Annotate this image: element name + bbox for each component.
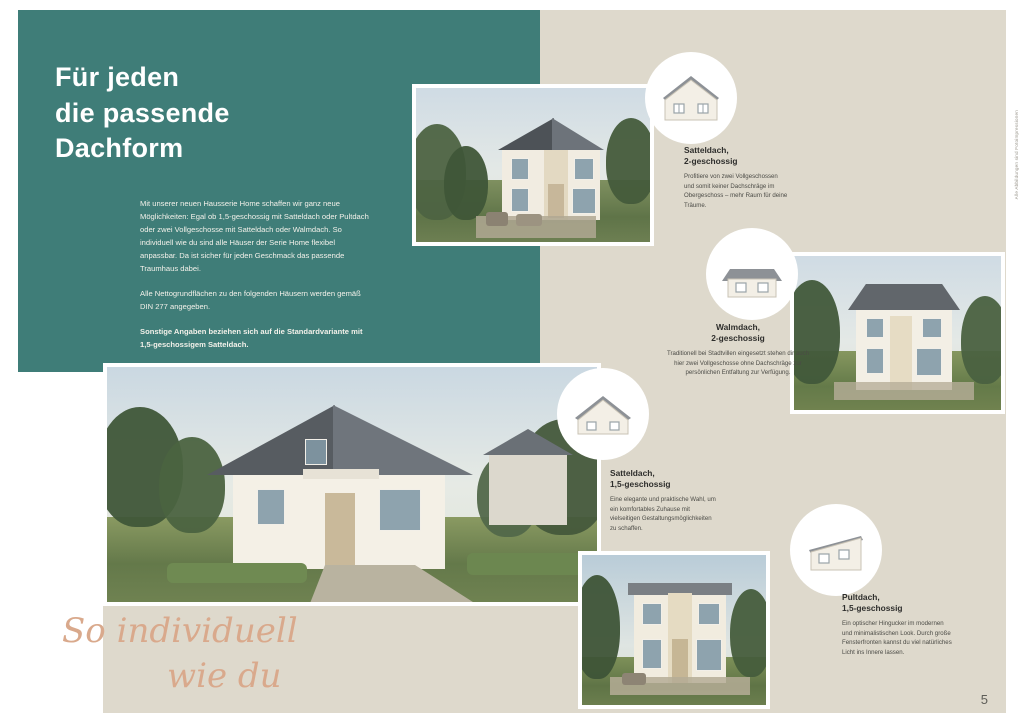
caption-title-line-1: Pultdach, [842,592,880,602]
hip-roof [848,284,960,310]
photo-satteldach-2 [412,84,654,246]
window [379,489,421,531]
photo-satteldach-15 [103,363,601,606]
caption-satteldach-15 [610,468,718,534]
intro-paragraph-2: Alle Nettogrundflächen zu den folgenden Häusern werden gemäß DIN 277 angegeben. [140,289,361,312]
tree-shape [961,296,1005,384]
caption-title [610,468,718,491]
tree-shape [606,118,654,204]
tree-shape [578,575,620,679]
caption-pultdach-15 [842,592,954,658]
tree-shape [159,437,225,533]
window [572,188,596,214]
house-gable-roof-icon [571,388,635,440]
window [866,318,884,338]
house-facade-accent [890,316,912,390]
caption-description: Ein optischer Hingucker im modernen und minimalistischen Look. Durch große Fensterfronten kannst du viel natürliches Licht ins Innere lassen. [842,619,952,657]
window [574,158,594,180]
window [916,348,942,376]
icon-circle-satteldach-15 [557,368,649,460]
window [698,603,720,625]
window [511,158,529,180]
caption-title [842,592,954,615]
caption-title-line-2: 2-geschossig [711,333,765,344]
page-number: 5 [980,692,988,707]
caption-title-line-1: Walmdach, [716,322,760,332]
caption-title-line-2: 1,5-geschossig [842,603,903,614]
script-line-1: So individuell [62,611,298,651]
page-title [55,60,385,167]
window [642,603,662,625]
window [922,318,942,338]
house-hip-roof-icon [720,247,784,301]
icon-circle-pultdach-15 [790,504,882,596]
window [257,489,285,525]
intro-paragraph-3: Sonstige Angaben beziehen sich auf die Standardvariante mit 1,5-geschossigem Satteldach. [140,327,363,350]
icon-circle-satteldach-2 [645,52,737,144]
intro-paragraph-1: Mit unserer neuen Hausserie Home schaffen wir ganz neue Möglichkeiten: Egal ob 1,5-geschossig mit Satteldach oder Pultdach oder zwei Vollgeschosse mit Satteldach oder Walmdach. So individuell wie du sind alle Häuser der Serie Home flexibel anpassbar. Da ist sicher für jeden Geschmack das passende Traumhaus dabei. [140,199,369,274]
house-gable-roof-icon [659,70,723,126]
gable-window [305,439,327,465]
photo-pultdach-15 [578,551,770,709]
outdoor-furniture [622,673,646,685]
caption-title [684,145,789,168]
icon-circle-walmdach-2 [706,228,798,320]
caption-walmdach-2 [662,322,814,378]
intro-text [140,197,372,351]
caption-title-line-2: 1,5-geschossig [610,479,671,490]
hedge [167,563,307,583]
photo-walmdach-2 [790,252,1005,414]
tree-shape [444,146,488,220]
tree-shape [730,589,770,677]
caption-description: Eine elegante und praktische Wahl, um ein komfortables Zuhause mit vielseitigen Gestaltungsmöglichkeiten zu schaffen. [610,495,716,533]
script-line-2: wie du [167,655,282,696]
window [866,348,884,374]
door [325,493,355,567]
caption-title-line-1: Satteldach, [684,145,729,155]
page-title-line-3: Dachform [55,133,184,164]
canopy [303,469,379,479]
page-title-line-1: Für jeden [55,62,180,92]
house-shed-roof-icon [805,524,867,576]
neighbour-house [489,453,567,525]
outdoor-furniture [486,212,508,226]
window [642,639,662,669]
caption-title [662,322,814,345]
caption-satteldach-2 [684,145,789,211]
caption-description: Profitiere von zwei Vollgeschossen und somit keiner Dachschräge im Obergeschoss – mehr Raum für deine Träume. [684,172,788,210]
terrace [834,382,974,400]
caption-title-line-1: Satteldach, [610,468,655,478]
script-wordmark [62,610,362,697]
window [511,188,529,212]
photo-credit: Alle Abbildungen sind Fotoimpressionen [1014,110,1019,200]
door [548,184,564,218]
outdoor-furniture [516,214,542,226]
page-title-line-2: die passende [55,97,230,128]
window [696,639,722,671]
caption-description: Traditionell bei Stadtvillen eingesetzt stehen dir auch hier zwei Vollgeschosse ohne Dachschräge zur persönlichen Entfaltung zur Verfügung. [666,349,810,377]
hedge [467,553,587,575]
caption-title-line-2: 2-geschossig [684,156,738,167]
